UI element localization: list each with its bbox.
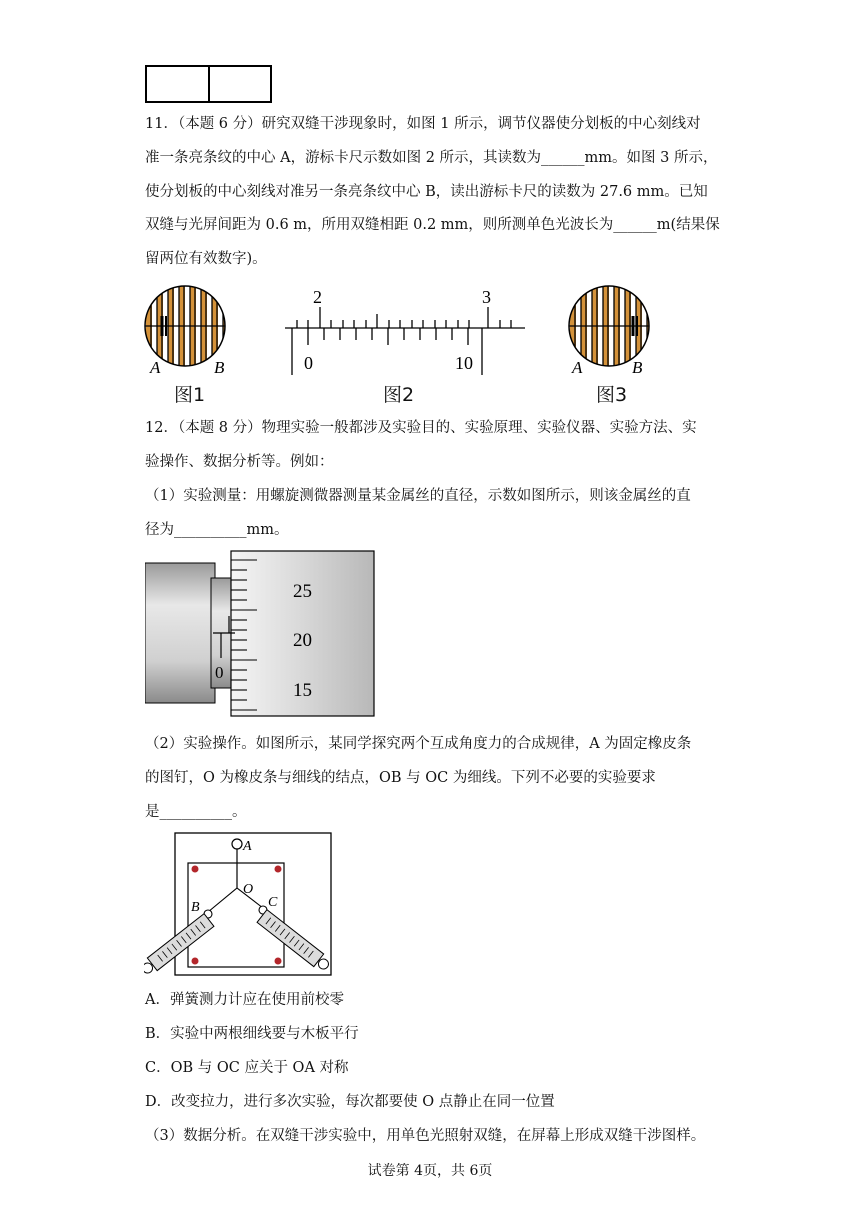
fig2-caption: 图2	[383, 384, 415, 406]
fig3-label-a: A	[572, 358, 583, 377]
figure-2-vernier	[280, 285, 530, 380]
vernier-main-2: 2	[313, 287, 322, 307]
option-b[interactable]: B．实验中两根细线要与木板平行	[145, 1026, 359, 1042]
q11-line-2: 准一条亮条纹的中心 A，游标卡尺示数如图 2 所示，其读数为______mm。如图 3 所示，	[145, 150, 718, 166]
micrometer-tick-25: 25	[293, 581, 312, 602]
q11-line-4: 双缝与光屏间距为 0.6 m，所用双缝相距 0.2 mm，则所测单色光波长为______m(结果保	[145, 217, 720, 233]
micrometer-tick-20: 20	[293, 630, 312, 651]
vernier-scale-10: 10	[455, 353, 473, 373]
q11-line-1: 11．（本题 6 分）研究双缝干涉现象时，如图 1 所示，调节仪器使分划板的中心刻线对	[145, 116, 701, 132]
q12-line-2: 验操作、数据分析等。例如：	[145, 454, 334, 470]
q12-part2-line-3: 是__________。	[145, 804, 247, 820]
page-footer: 试卷第 4页，共 6页	[367, 1163, 493, 1179]
fig1-caption: 图1	[174, 384, 206, 406]
q11-line-3: 使分划板的中心刻线对准另一条亮条纹中心 B，读出游标卡尺的读数为 27.6 mm。已知	[145, 184, 708, 200]
board-label-a: A	[243, 839, 252, 854]
option-a[interactable]: A．弹簧测力计应在使用前校零	[145, 992, 344, 1008]
fig3-label-b: B	[632, 358, 643, 377]
vernier-scale-0: 0	[304, 353, 313, 373]
fig1-label-a: A	[150, 358, 161, 377]
q12-part2-line-2: 的图钉，O 为橡皮条与细线的结点，OB 与 OC 为细线。下列不必要的实验要求	[145, 770, 656, 786]
q11-line-5: 留两位有效数字)。	[145, 251, 267, 267]
force-board-figure	[144, 830, 340, 980]
micrometer-sleeve-0: 0	[215, 663, 224, 682]
board-label-o: O	[243, 882, 254, 897]
vernier-main-3: 3	[482, 287, 491, 307]
fig1-label-b: B	[214, 358, 225, 377]
board-label-c: C	[268, 895, 278, 910]
option-c[interactable]: C．OB 与 OC 应关于 OA 对称	[145, 1060, 349, 1076]
q12-part1-line-1: （1）实验测量：用螺旋测微器测量某金属丝的直径，示数如图所示，则该金属丝的直	[145, 488, 691, 504]
micrometer-tick-15: 15	[293, 680, 312, 701]
q12-part3: （3）数据分析。在双缝干涉实验中，用单色光照射双缝，在屏幕上形成双缝干涉图样。	[145, 1128, 706, 1144]
score-box	[145, 65, 272, 103]
figure-3-fringes	[564, 283, 674, 378]
q12-part2-line-1: （2）实验操作。如图所示，某同学探究两个互成角度力的合成规律，A 为固定橡皮条	[145, 736, 692, 752]
fig3-caption: 图3	[596, 384, 628, 406]
score-cell-label	[147, 67, 208, 101]
micrometer-figure	[145, 548, 377, 720]
figure-1-fringes	[140, 283, 250, 378]
q12-part1-line-2: 径为__________mm。	[145, 522, 289, 538]
option-d[interactable]: D．改变拉力，进行多次实验，每次都要使 O 点静止在同一位置	[145, 1094, 555, 1110]
board-label-b: B	[191, 900, 200, 915]
score-cell-value[interactable]	[208, 67, 271, 101]
q12-line-1: 12．（本题 8 分）物理实验一般都涉及实验目的、实验原理、实验仪器、实验方法、实	[145, 420, 697, 436]
